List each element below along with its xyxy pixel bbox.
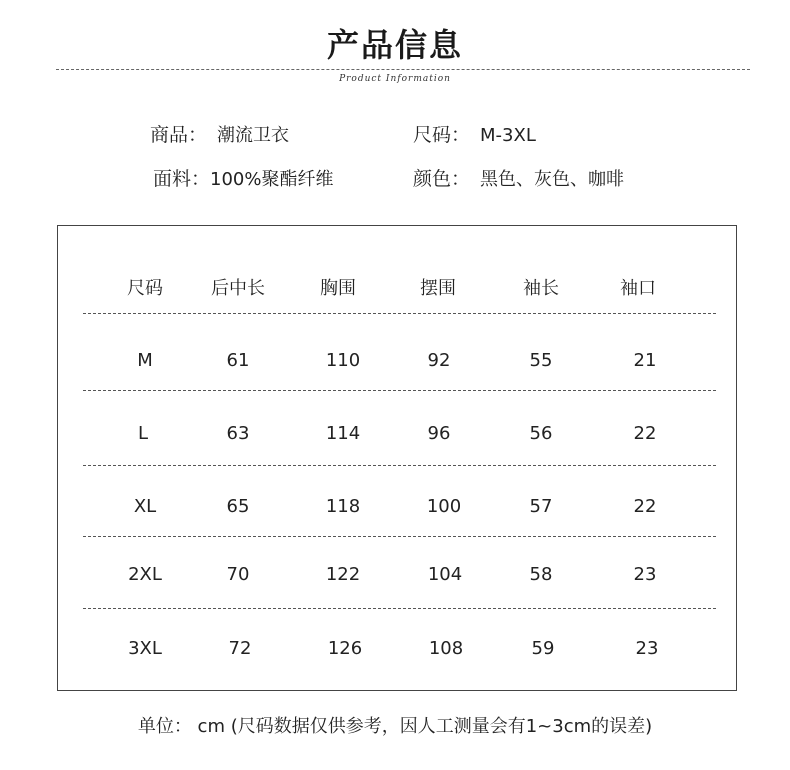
col-header-size: 尺码 [127,278,163,299]
col-header-chest: 胸围 [320,278,356,299]
table-cell: 96 [427,423,451,444]
page-title: 产品信息 [326,26,463,64]
page-subtitle: Product Information [339,74,451,84]
table-cell: 21 [633,350,657,371]
table-cell: 2XL [128,564,162,585]
product-color-label: 颜色： [413,168,471,190]
row-separator [83,536,716,537]
table-cell: 23 [633,564,657,585]
table-cell: 59 [531,638,555,659]
table-cell: 55 [529,350,553,371]
table-cell: 56 [529,423,553,444]
table-cell: 22 [633,496,657,517]
table-cell: 3XL [128,638,162,659]
table-cell: 126 [327,638,363,659]
size-table [57,225,737,691]
table-cell: 23 [635,638,659,659]
table-cell: 122 [325,564,361,585]
table-cell: 58 [529,564,553,585]
title-divider [56,69,750,70]
product-name-value: 潮流卫衣 [217,125,290,146]
product-name-row [150,120,289,147]
table-cell: 92 [427,350,451,371]
table-cell: 114 [325,423,361,444]
row-separator [83,608,716,609]
table-cell: 108 [428,638,464,659]
product-size-value: M-3XL [480,125,536,146]
table-cell: 70 [226,564,250,585]
table-cell: 22 [633,423,657,444]
col-header-sleeve-length: 袖长 [523,278,559,299]
header-separator [83,313,716,314]
table-cell: L [137,423,149,444]
table-cell: XL [133,496,157,517]
table-cell: 63 [226,423,250,444]
table-cell: 104 [427,564,463,585]
product-size-row [413,120,536,147]
product-fabric-value: 100%聚酯纤维 [210,169,334,190]
col-header-cuff: 袖口 [620,278,656,299]
product-name-label: 商品： [150,124,208,146]
table-cell: 65 [226,496,250,517]
row-separator [83,390,716,391]
table-cell: 61 [226,350,250,371]
product-size-label: 尺码： [413,124,471,146]
measurement-note: 单位： cm (尺码数据仅供参考，因人工测量会有1~3cm的误差) [137,716,653,737]
table-cell: 72 [228,638,252,659]
table-cell: 57 [529,496,553,517]
table-cell: 100 [426,496,462,517]
table-cell: 118 [325,496,361,517]
col-header-back-length: 后中长 [211,278,265,299]
table-cell: 110 [325,350,361,371]
table-cell: M [137,350,153,371]
product-fabric-label: 面料： [153,168,211,190]
product-color-row [413,164,624,191]
product-color-value: 黑色、灰色、咖啡 [480,169,625,190]
row-separator [83,465,716,466]
col-header-hem: 摆围 [420,278,456,299]
product-fabric-row [153,164,333,191]
